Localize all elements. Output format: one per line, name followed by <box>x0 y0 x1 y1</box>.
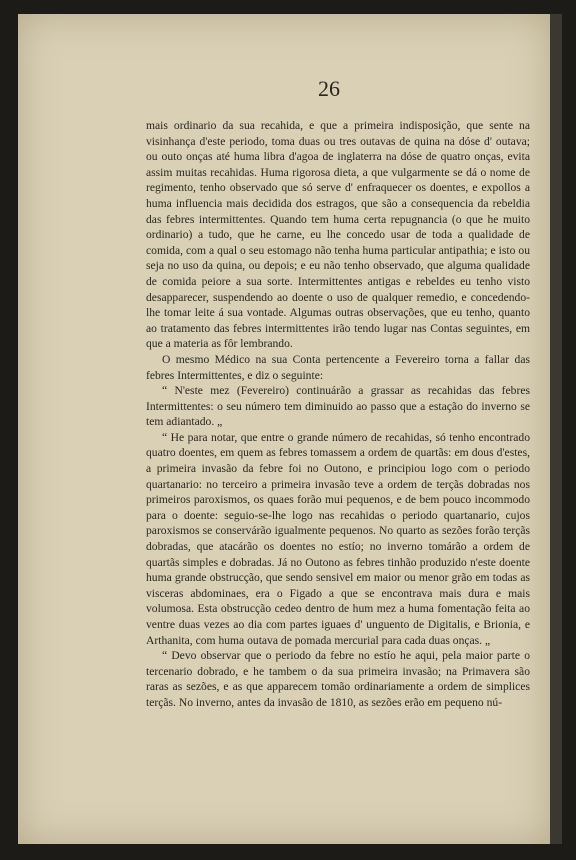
paragraph-2: O mesmo Médico na sua Conta pertencente a Fevereiro torna a fallar das febres Intermittentes, e diz o seguinte: <box>146 352 530 382</box>
page-edge-shadow <box>550 14 562 844</box>
paragraph-4: “ He para notar, que entre o grande número de recahidas, só tenho encontrado quatro doentes, em quem as febres tomassem a ordem de quartãs: em dous d'estes, a primeira invasão da febre foi no Outono, e principiou logo com o periodo quartanario: no terceiro a primeira invasão teve a ordem de terçãs dobradas nos primeiros paroxismos, os quaes forão mui pequenos, e de bem pouco incommodo para o doente: seguio-se-lhe logo nas recahidas o periodo quartanario, cujos paroxismos se conservárão igualmente pequenos. No quarto as sezões forão terçãs dobradas, que atacárão os doentes no estío; no inverno tomárão a ordem de quartãs simples e dobradas. Já no Outono as febres tinhão produzido n'este doente huma grande obstrucção, que sendo sensivel em maior ou menor grão em todas as visceras abdominaes, era o Figado a que se encontrava mais dura e mais volumosa. Esta obstrucção cedeo dentro de hum mez a huma fomentação feita ao ventre duas vezes ao dia com partes iguaes d' unguento de Digitalis, e Brionia, e Arthanita, com huma outava de pomada mercurial para cada duas onças. „ <box>146 430 530 647</box>
paragraph-1: mais ordinario da sua recahida, e que a primeira indisposição, que sente na visinhança d'este periodo, toma duas ou tres outavas de quina na dóse d' outava; ou outo onças até huma libra d'agoa de inglaterra na dóse de quatro onças, evita assim muitas recahidas. Huma rigorosa dieta, a que vulgarmente se dá o nome de regimento, tenho observado que só serve d' enfraquecer os doentes, e expollos a huma influencia mais decidida dos estragos, que são a consequencia da rebeldia das febres intermittentes. Quando tem huma certa repugnancia (o que he muito ordinario) a tudo, que he carne, eu lhe concedo usar de toda a qualidade de comida, com a qual o seu estomago não tenha huma particular antipathia; e isto ou seja no uso da quina, ou depois; e eu não tenho observado, que alguma qualidade de comida peiore a sua sorte. Intermittentes antigas e rebeldes eu tenho visto desapparecer, suspendendo ao doente o uso de qualquer remedio, e concedendo-lhe tomar leite á sua vontade. Algumas outras observações, que eu tenho, quanto ao tratamento das febres intermittentes irão tendo lugar nas Contas seguintes, em que a materia as fôr lembrando. <box>146 119 530 351</box>
body-text <box>146 118 530 711</box>
page-number: 26 <box>318 76 340 101</box>
paragraph-5: “ Devo observar que o periodo da febre no estío he aqui, pela maior parte o tercenario dobrado, e he tambem o da sua primeira invasão; na Primavera são raras as sezões, e as que apparecem tomão ordinariamente a ordem de simplices terçãs. No inverno, antes da invasão de 1810, as sezões erão em pequeno nú- <box>146 649 530 709</box>
paragraph-3: “ N'este mez (Fevereiro) continuárão a grassar as recahidas das febres Intermittentes: o seu número tem diminuido ao passo que a estação do inverno se tem adiantado. „ <box>146 384 530 429</box>
